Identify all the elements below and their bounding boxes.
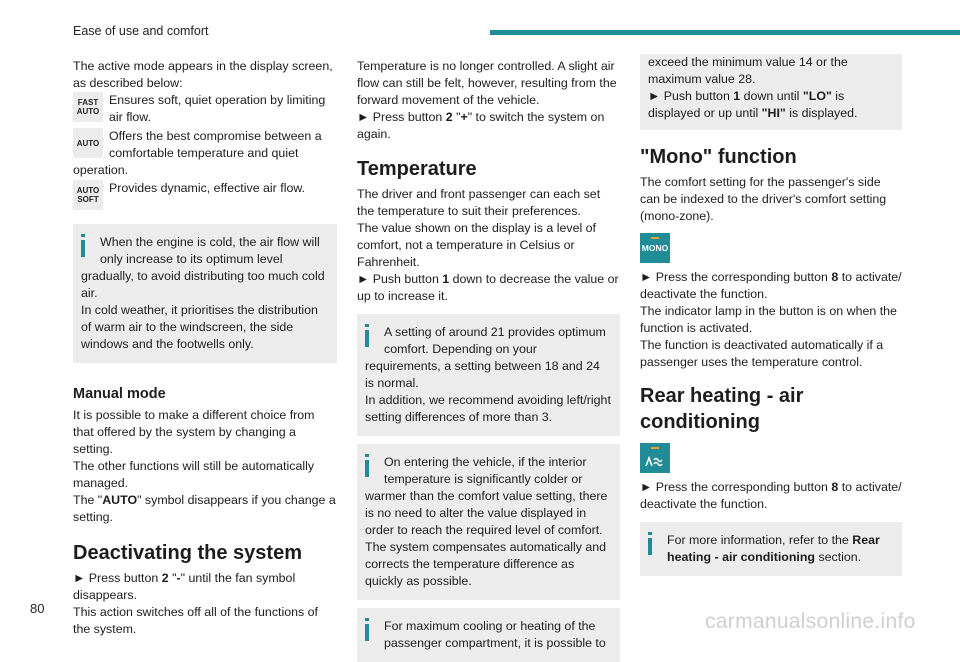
info-note-rear: For more information, refer to the Rear heating - air conditioning section. <box>640 522 902 576</box>
info-note-entering: On entering the vehicle, if the interior temperature is significantly colder or warmer than the comfort value setting, there is no need to alter the value displayed in order to reach the required level of comfort. The system compensates automatically and corrects the temperature difference as quickly as possible. <box>357 444 620 600</box>
fast-auto-icon: FAST AUTO <box>73 92 103 122</box>
mono-step: ► Press the corresponding button 8 to activate/ deactivate the function. <box>640 270 902 301</box>
info-icon <box>365 618 369 641</box>
info-icon <box>365 324 369 347</box>
page-number: 80 <box>30 601 45 616</box>
info-icon <box>365 454 369 477</box>
mode-fast-auto: FAST AUTO Ensures soft, quiet operation by limiting air flow. <box>73 92 337 126</box>
info-note-max-cooling: For maximum cooling or heating of the passenger compartment, it is possible to <box>357 608 620 662</box>
mode-auto-tail: operation. <box>73 163 129 177</box>
deact-step: ► Press button 2 "-" until the fan symbol disappears. <box>73 571 296 602</box>
mode-auto: AUTO Offers the best compromise between a comfortable temperature and quiet <box>73 128 337 162</box>
rear-step: ► Press the corresponding button 8 to activate/ deactivate the function. <box>640 480 902 511</box>
section-title: Ease of use and comfort <box>73 24 209 38</box>
rear-heating-heading: Rear heating - air conditioning <box>640 385 804 433</box>
manual-mode-heading: Manual mode <box>73 386 166 402</box>
lo-hi-step: ► Push button 1 down until "LO" is displayed or up until "HI" is displayed. <box>648 89 858 120</box>
watermark: carmanualsonline.info <box>705 610 916 633</box>
mono-icon: MONO <box>640 233 670 263</box>
intro-text: The active mode appears in the display screen, as described below: <box>73 59 333 90</box>
rear-heating-icon <box>640 443 670 473</box>
temp-step: ► Push button 1 down to decrease the value or up to increase it. <box>357 272 619 303</box>
deactivating-heading: Deactivating the system <box>73 542 302 564</box>
info-note-setting: A setting of around 21 provides optimum comfort. Depending on your requirements, a setting between 18 and 24 is normal. In addition, we recommend avoiding left/right setting differences of more than 3. <box>357 314 620 436</box>
auto-icon: AUTO <box>73 128 103 158</box>
info-icon <box>648 532 652 555</box>
column-3: exceed the minimum value 14 or the maximum value 28. ► Push button 1 down until "LO" is displayed or up until "HI" is displayed. "Mono" function The comfort setting for the passenger's side can be indexed to the driver's comfort setting (mono-zone). MONO ► Press the corresponding button 8 to activate/ deactivate the function. The indicator lamp in the button is on when the function is activated. The function is deactivated automatically if a passenger uses the temperature control. Rear heating - air conditioning ► Press the corresponding button 8 to activate/ deactivate the function. For more information, refer to the Rear heating - air conditioning section. <box>640 58 902 576</box>
manual-auto-para: The "AUTO" symbol disappears if you change a setting. <box>73 493 336 524</box>
mode-auto-soft: AUTO SOFT Provides dynamic, effective air flow. <box>73 180 337 210</box>
auto-soft-icon: AUTO SOFT <box>73 180 103 210</box>
mono-function-heading: "Mono" function <box>640 146 797 168</box>
column-1: The active mode appears in the display screen, as described below: FAST AUTO Ensures soft, quiet operation by limiting air flow. AUTO Offers the best compromise between a comfortable temperature and quiet operation. AUTO SOFT Provides dynamic, effective air flow. When the engine is cold, the air flow will only increase to its optimum level gradually, to avoid distributing too much cold air. In cold weather, it prioritises the distribution of warm air to the windscreen, the side windows and the footwells only. Manual mode It is possible to make a different choice from that offered by the system by changing a setting. The other functions will still be automatically managed. The "AUTO" symbol disappears if you change a setting. Deactivating the system ► Press button 2 "-" until the fan symbol disappears. This action switches off all of the functions of the system. <box>73 59 336 636</box>
info-note-cold-engine: When the engine is cold, the air flow will only increase to its optimum level gradually, to avoid distributing too much cold air. In cold weather, it prioritises the distribution of warm air to the windscreen, the side windows and the footwells only. <box>73 224 337 363</box>
temperature-heading: Temperature <box>357 158 477 180</box>
header-accent-bar <box>490 30 960 35</box>
column-2: Temperature is no longer controlled. A slight air flow can still be felt, however, resulting from the forward movement of the vehicle. ► Press button 2 "+" to switch the system on again. Temperature The driver and front passenger can each set the temperature to suit their preferences. The value shown on the display is a level of comfort, not a temperature in Celsius or Fahrenheit. ► Push button 1 down to decrease the value or up to increase it. A setting of around 21 provides optimum comfort. Depending on your requirements, a setting between 18 and 24 is normal. In addition, we recommend avoiding left/right setting differences of more than 3. On entering the vehicle, if the interior temperature is significantly colder or warmer than the comfort value setting, there is no need to alter the value displayed in order to reach the required level of comfort. The system compensates automatically and corrects the temperature difference as quickly as possible. For maximum cooling or heating of the passenger compartment, it is possible to <box>357 58 620 662</box>
switch-on-step: ► Press button 2 "+" to switch the system on again. <box>357 110 605 141</box>
info-note-continued: exceed the minimum value 14 or the maximum value 28. ► Push button 1 down until "LO" is displayed or up until "HI" is displayed. <box>640 54 902 130</box>
info-icon <box>81 234 85 257</box>
